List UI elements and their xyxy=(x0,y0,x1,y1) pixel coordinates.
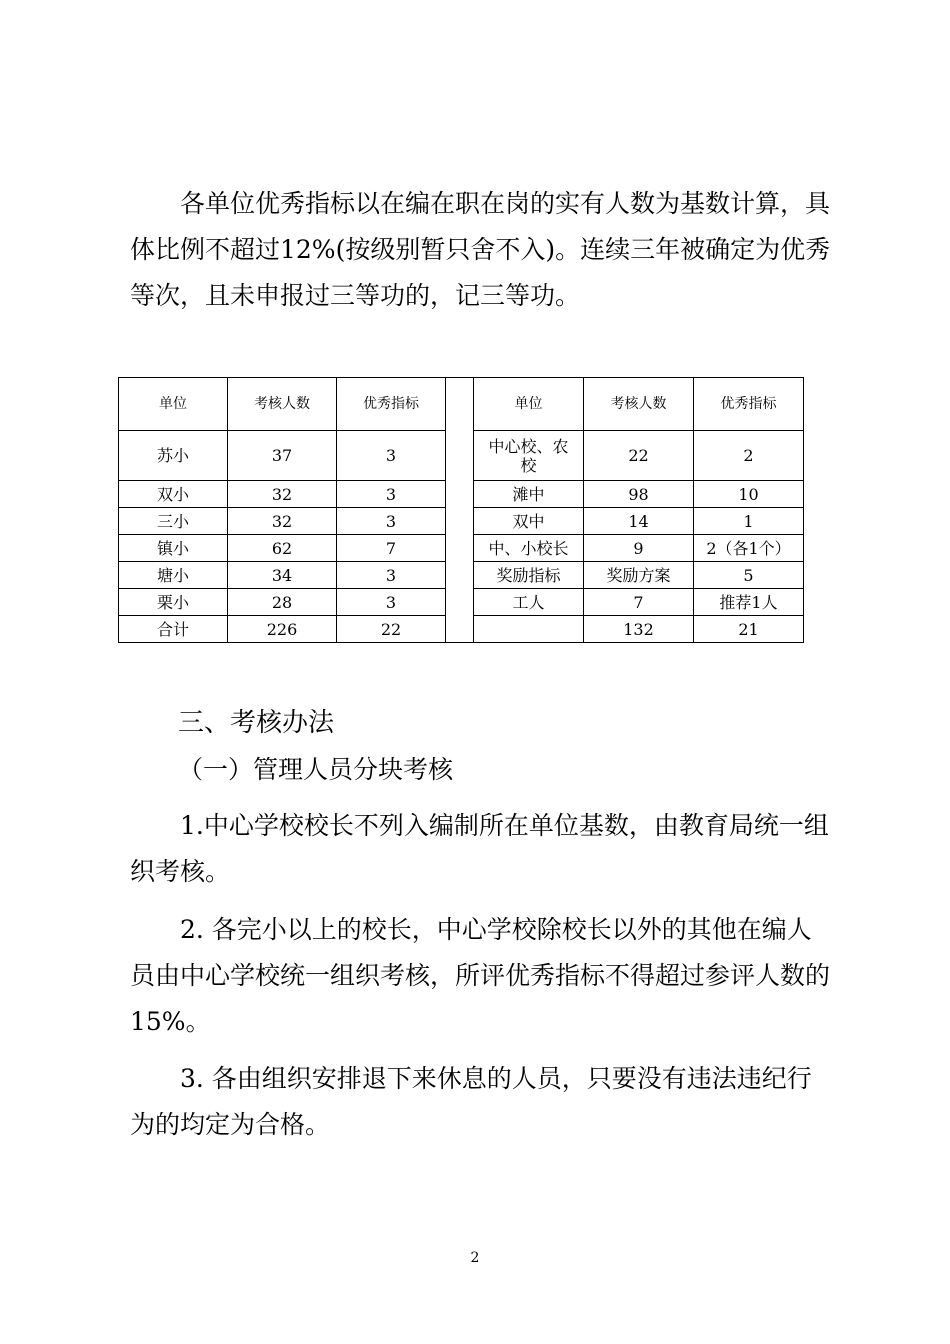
table-cell: 34 xyxy=(228,562,337,589)
item-1 xyxy=(130,803,830,895)
table-cell: 双中 xyxy=(474,508,584,535)
table-cell: 5 xyxy=(694,562,804,589)
table-header-row xyxy=(119,378,804,431)
table-cell: 3 xyxy=(337,481,446,508)
table-cell: 3 xyxy=(337,431,446,481)
header-cell: 考核人数 xyxy=(228,378,337,431)
table-cell: 226 xyxy=(228,616,337,643)
table-cell: 7 xyxy=(337,535,446,562)
table-cell: 3 xyxy=(337,508,446,535)
table-cell: 32 xyxy=(228,508,337,535)
allocation-table xyxy=(118,377,804,643)
subsection-heading: （一）管理人员分块考核 xyxy=(178,755,454,784)
table-cell: 132 xyxy=(584,616,694,643)
table-cell: 37 xyxy=(228,431,337,481)
table-cell: 62 xyxy=(228,535,337,562)
table-cell: 苏小 xyxy=(119,431,228,481)
table-cell: 滩中 xyxy=(474,481,584,508)
section-heading: 三、考核办法 xyxy=(178,708,335,738)
table-cell xyxy=(474,616,584,643)
table-cell: 中、小校长 xyxy=(474,535,584,562)
table-cell: 奖励方案 xyxy=(584,562,694,589)
table-cell: 22 xyxy=(337,616,446,643)
header-cell: 优秀指标 xyxy=(694,378,804,431)
page-number: 2 xyxy=(470,1250,480,1266)
table-cell: 21 xyxy=(694,616,804,643)
item-line: 3. 各由组织安排退下来休息的人员，只要没有违法违纪行 xyxy=(180,1064,812,1093)
item-line: 为的均定为合格。 xyxy=(130,1110,331,1139)
item-line: 员由中心学校统一组织考核，所评优秀指标不得超过参评人数的 xyxy=(130,961,831,990)
item-line: 2. 各完小以上的校长，中心学校除校长以外的其他在编人 xyxy=(180,915,812,944)
table-cell: 22 xyxy=(584,431,694,481)
table-cell: 中心校、农 校 xyxy=(474,431,584,481)
table-cell: 10 xyxy=(694,481,804,508)
table-cell: 9 xyxy=(584,535,694,562)
intro-line: 等次，且未申报过三等功的，记三等功。 xyxy=(130,281,581,310)
table-cell: 三小 xyxy=(119,508,228,535)
header-cell: 考核人数 xyxy=(584,378,694,431)
header-cell: 单位 xyxy=(119,378,228,431)
table-cell: 7 xyxy=(584,589,694,616)
table-cell: 塘小 xyxy=(119,562,228,589)
table-gap-column xyxy=(446,378,474,643)
table-cell: 28 xyxy=(228,589,337,616)
table-cell: 3 xyxy=(337,562,446,589)
item-2 xyxy=(130,907,830,1045)
item-line: 织考核。 xyxy=(130,857,231,886)
table-cell: 栗小 xyxy=(119,589,228,616)
table-cell: 2（各1个） xyxy=(694,535,804,562)
table-cell: 1 xyxy=(694,508,804,535)
table-cell: 奖励指标 xyxy=(474,562,584,589)
intro-line: 体比例不超过12%(按级别暂只舍不入)。连续三年被确定为优秀 xyxy=(130,235,831,264)
intro-line: 各单位优秀指标以在编在职在岗的实有人数为基数计算，具 xyxy=(180,189,831,218)
intro-paragraph xyxy=(130,181,830,319)
table-cell: 2 xyxy=(694,431,804,481)
item-3 xyxy=(130,1056,830,1148)
table-cell: 3 xyxy=(337,589,446,616)
table-cell: 双小 xyxy=(119,481,228,508)
item-line: 15%。 xyxy=(130,1007,211,1036)
header-cell: 优秀指标 xyxy=(337,378,446,431)
table-cell: 镇小 xyxy=(119,535,228,562)
table-cell: 98 xyxy=(584,481,694,508)
table-cell: 32 xyxy=(228,481,337,508)
item-line: 1.中心学校校长不列入编制所在单位基数，由教育局统一组 xyxy=(180,811,829,840)
table-cell: 工人 xyxy=(474,589,584,616)
table-cell: 14 xyxy=(584,508,694,535)
table-cell: 推荐1人 xyxy=(694,589,804,616)
header-cell: 单位 xyxy=(474,378,584,431)
table-cell: 合计 xyxy=(119,616,228,643)
